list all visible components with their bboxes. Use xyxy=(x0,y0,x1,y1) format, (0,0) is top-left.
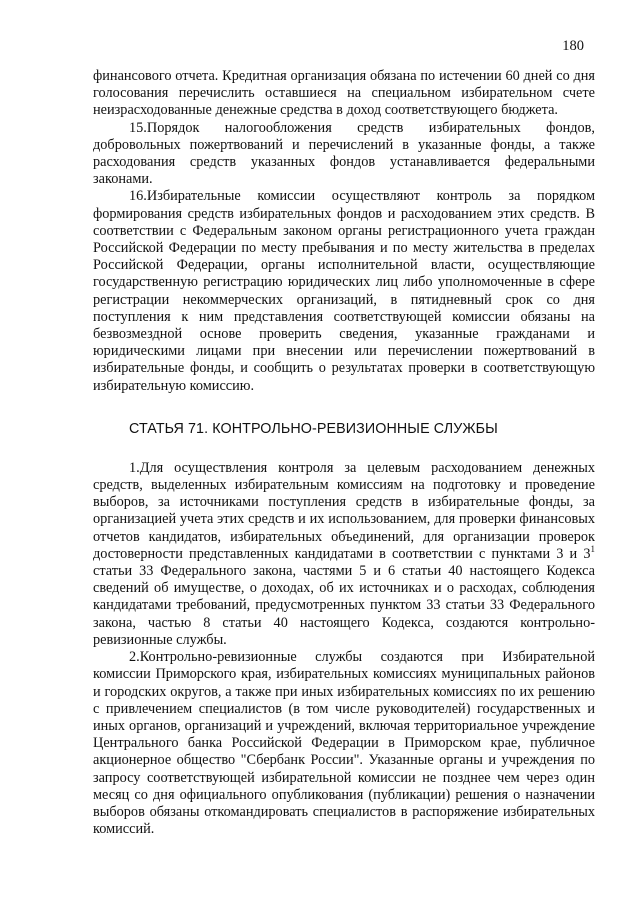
article-71-paragraph-1 xyxy=(93,460,595,649)
document-body xyxy=(93,68,595,838)
paragraph-15: 15.Порядок налогообложения средств избирательных фондов, добровольных пожертвований и перечислений в указанные фонды, а также расходования средств указанных фондов устанавливается федеральными законами. xyxy=(93,119,595,188)
paragraph-1-text-a: 1.Для осуществления контроля за целевым расходованием денежных средств, выделенных избирательным комиссиям на подготовку и проведение выборов, за источниками поступления средств в избирательные фонды, за организацией учета этих средств и их использованием, для проверки финансовых отчетов кандидатов, избирательных объединений, для организации проверок достоверности представленных кандидатами в соответствии с пунктами 3 и 3 xyxy=(93,459,595,562)
article-71-paragraph-2: 2.Контрольно-ревизионные службы создаются при Избирательной комиссии Приморского края, избирательных комиссиях муниципальных районов и городских округов, а также при иных избирательных комиссиях по их решению с привлечением специалистов (в том числе руководителей) государственных и иных органов, организаций и учреждений, включая территориальное учреждение Центрального банка Российской Федерации в Приморском крае, публичное акционерное общество "Сбербанк России". Указанные органы и учреждения по запросу соответствующей избирательной комиссии не позднее чем через один месяц со дня официального опубликования (публикации) решения о назначении выборов обязаны откомандировать специалистов в распоряжение избирательных комиссий. xyxy=(93,649,595,838)
page-number: 180 xyxy=(562,38,584,54)
superscript-1: 1 xyxy=(590,544,595,555)
paragraph-1-text-b: статьи 33 Федерального закона, частями 5 и 6 статьи 40 настоящего Кодекса сведений об имуществе, о доходах, об их источниках и о расходах, соблюдения кандидатами требований, предусмотренных пунктом 33 статьи 33 Федерального закона, частью 8 статьи 40 настоящего Кодекса, создаются контрольно-ревизионные службы. xyxy=(93,563,595,648)
paragraph-continuation: финансового отчета. Кредитная организация обязана по истечении 60 дней со дня голосования перечислить оставшиеся на специальном избирательном счете неизрасходованные денежные средства в доход соответствующего бюджета. xyxy=(93,68,595,119)
article-71-heading: СТАТЬЯ 71. КОНТРОЛЬНО-РЕВИЗИОННЫЕ СЛУЖБЫ xyxy=(129,420,498,437)
paragraph-16: 16.Избирательные комиссии осуществляют контроль за порядком формирования средств избирательных фондов и расходованием этих средств. В соответствии с Федеральным законом органы регистрационного учета граждан Российской Федерации по месту пребывания и по месту жительства в пределах Российской Федерации, органы исполнительной власти, осуществляющие государственную регистрацию юридических лиц либо уполномоченные в сфере регистрации некоммерческих организаций, в пятидневный срок со дня поступления к ним представления соответствующей комиссии обязаны на безвозмездной основе проверить сведения, указанные гражданами и юридическими лицами при внесении или перечислении пожертвований в избирательные фонды, и сообщить о результатах проверки в соответствующую избирательную комиссию. xyxy=(93,188,595,394)
